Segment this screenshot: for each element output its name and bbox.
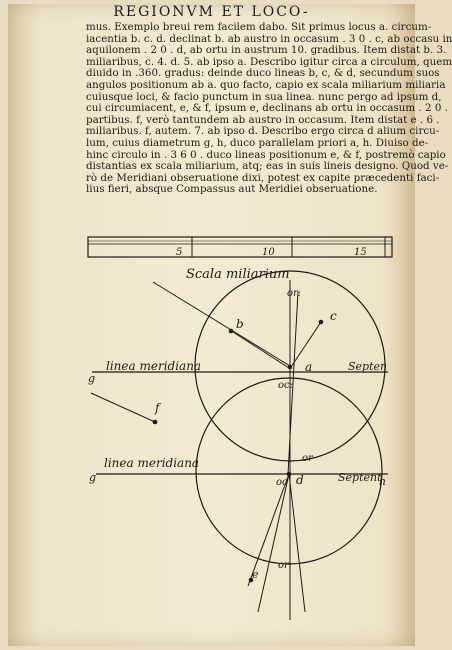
septentrio-label-2: Septent bbox=[338, 471, 382, 484]
point-e-label: e bbox=[252, 568, 259, 581]
linea-meridiana-label-1: linea meridiana bbox=[106, 359, 202, 373]
point-g2-label: g bbox=[89, 471, 97, 484]
mile-scale bbox=[88, 237, 392, 257]
point-f-label: f bbox=[155, 401, 160, 415]
text-line: distantias ex scala miliarium, atq; eas in suis lineis designo. Quod ve- bbox=[86, 160, 449, 173]
occ-oc-2: oc bbox=[276, 477, 288, 488]
point-b-label: b bbox=[236, 317, 244, 331]
point-h-label: h bbox=[379, 475, 387, 488]
text-line: hinc circulo in . 3 6 0 . duco lineas positionum e, & f, postremò capio bbox=[86, 148, 446, 161]
point-a-label: a bbox=[305, 360, 313, 374]
occ-oc-1: oc: bbox=[278, 380, 293, 391]
text-line: rò de Meridiani obseruatione dixi, potest ex capite præcedenti faci- bbox=[86, 171, 440, 184]
running-header: REGIONVM ET LOCO- bbox=[113, 4, 310, 20]
point-g-label: g bbox=[88, 372, 96, 385]
text-line: lum, cuius diametrum g, h, duco parallelam priori a, h. Diuiso de- bbox=[86, 136, 429, 149]
text-line: lius fieri, absque Compassus aut Meridiei obseruatione. bbox=[86, 183, 378, 196]
point-c-label: c bbox=[330, 309, 337, 323]
text-line: miliaribus, c. 4. d. 5. ab ipso a. Describo igitur circa a circulum, quem bbox=[86, 55, 452, 68]
scale-tick-10: 10 bbox=[262, 247, 275, 258]
point-d-label: d bbox=[296, 473, 304, 487]
orient-or-2: or bbox=[302, 453, 313, 464]
scale-caption: Scala miliarium bbox=[186, 267, 290, 282]
text-line: angulos positionum ab a. quo facto, capio ex scala miliarium miliaria bbox=[86, 78, 446, 91]
text-line: partibus. f, verò tantundem ab austro in occasum. Item distat e . 6 . bbox=[86, 113, 440, 126]
text-line: cuiusque loci, & facio punctum in sua linea. nunc pergo ad ipsum d, bbox=[86, 90, 442, 103]
text-line: iacentia b. c. d. declinat b. ab austro in occasum . 3 0 . c, ab occasu in bbox=[86, 32, 452, 45]
orient-or-3: or: bbox=[278, 560, 293, 571]
scale-tick-15: 15 bbox=[354, 247, 367, 258]
text-line: cui circumiacent, e, & f, ipsum e, declinans ab ortu in occasum . 2 0 . bbox=[86, 102, 448, 115]
text-line: miliaribus. f, autem. 7. ab ipso d. Describo ergo circa d alium circu- bbox=[86, 125, 440, 138]
linea-meridiana-label-2: linea meridiana bbox=[104, 456, 200, 470]
orient-or-1: or: bbox=[287, 288, 302, 299]
text-line: diuido in .360. gradus: deinde duco lineas b, c, & d, secundum suos bbox=[86, 67, 440, 80]
text-line: aquilonem . 2 0 . d, ab ortu in austrum 10. gradibus. Item distat b. 3. bbox=[86, 44, 447, 57]
scale-tick-5: 5 bbox=[176, 247, 183, 258]
septentrio-label-1: Septen bbox=[348, 360, 388, 373]
text-line: mus. Exemplo breui rem facilem dabo. Sit primus locus a. circum- bbox=[86, 21, 432, 33]
